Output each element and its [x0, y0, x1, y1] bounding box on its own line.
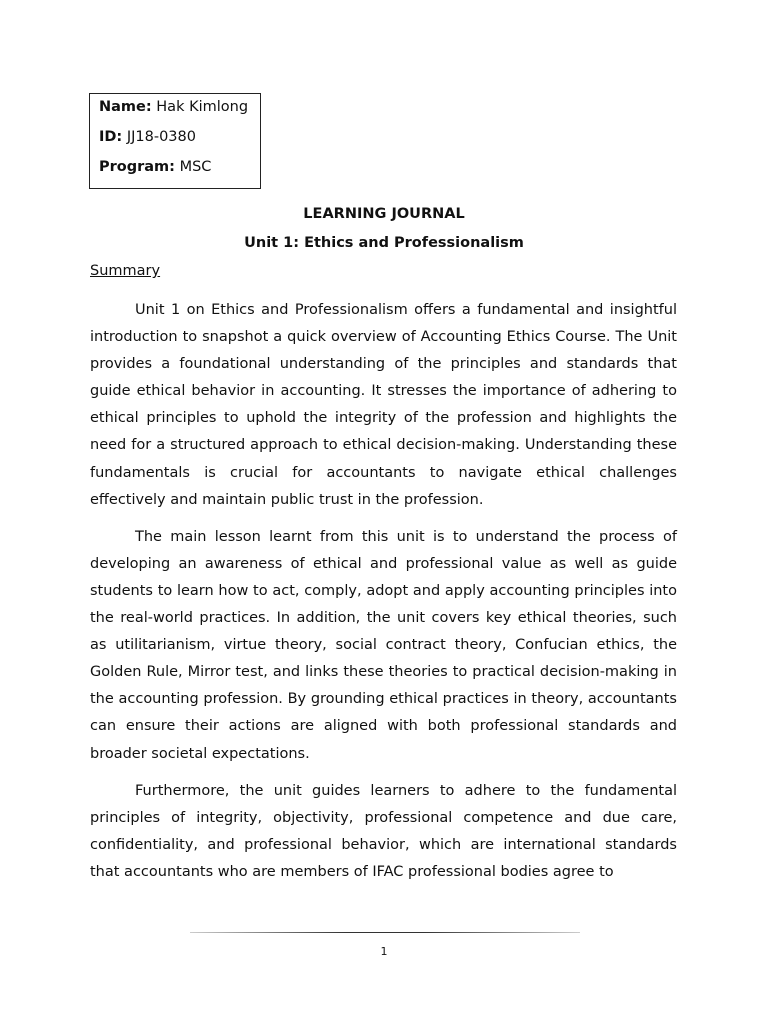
- body-text: [90, 297, 677, 896]
- program-label: Program:: [99, 159, 175, 175]
- summary-heading: Summary: [90, 263, 161, 279]
- name-line: [99, 97, 260, 127]
- paragraph-3: Furthermore, the unit guides learners to adhere to the fundamental principles of integrity, objectivity, professional competence and due care, confidentiality, and professional behavior, which are international standards that accountants who are members of IFAC professional bodies agree to: [90, 782, 677, 880]
- student-info-box: [89, 93, 261, 189]
- program-line: [99, 157, 260, 187]
- paragraph-1: Unit 1 on Ethics and Professionalism offers a fundamental and insightful introduction to snapshot a quick overview of Accounting Ethics Course. The Unit provides a foundational understanding of the principles and standards that guide ethical behavior in accounting. It stresses the importance of adhering to ethical principles to uphold the integrity of the profession and highlights the need for a structured approach to ethical decision-making. Understanding these fundamentals is crucial for accountants to navigate ethical challenges effectively and maintain public trust in the profession.: [90, 302, 677, 508]
- paragraph-2: The main lesson learnt from this unit is to understand the process of developing an awareness of ethical and professional value as well as guide students to learn how to act, comply, adopt and apply accounting principles into the real-world practices. In addition, the unit covers key ethical theories, such as utilitarianism, virtue theory, social contract theory, Confucian ethics, the Golden Rule, Mirror test, and links these theories to practical decision-making in the accounting profession. By grounding ethical practices in theory, accountants can ensure their actions are aligned with both professional standards and broader societal expectations.: [90, 528, 677, 762]
- name-value: Hak Kimlong: [151, 99, 249, 115]
- program-value: MSC: [174, 159, 212, 175]
- id-label: ID:: [99, 129, 123, 145]
- id-value: JJ18-0380: [122, 129, 196, 145]
- document-title: LEARNING JOURNAL: [303, 206, 465, 222]
- footer-divider: [190, 932, 580, 933]
- page-number: 1: [380, 945, 388, 958]
- unit-subtitle: Unit 1: Ethics and Professionalism: [244, 235, 524, 251]
- name-label: Name:: [99, 99, 152, 115]
- id-line: [99, 127, 260, 157]
